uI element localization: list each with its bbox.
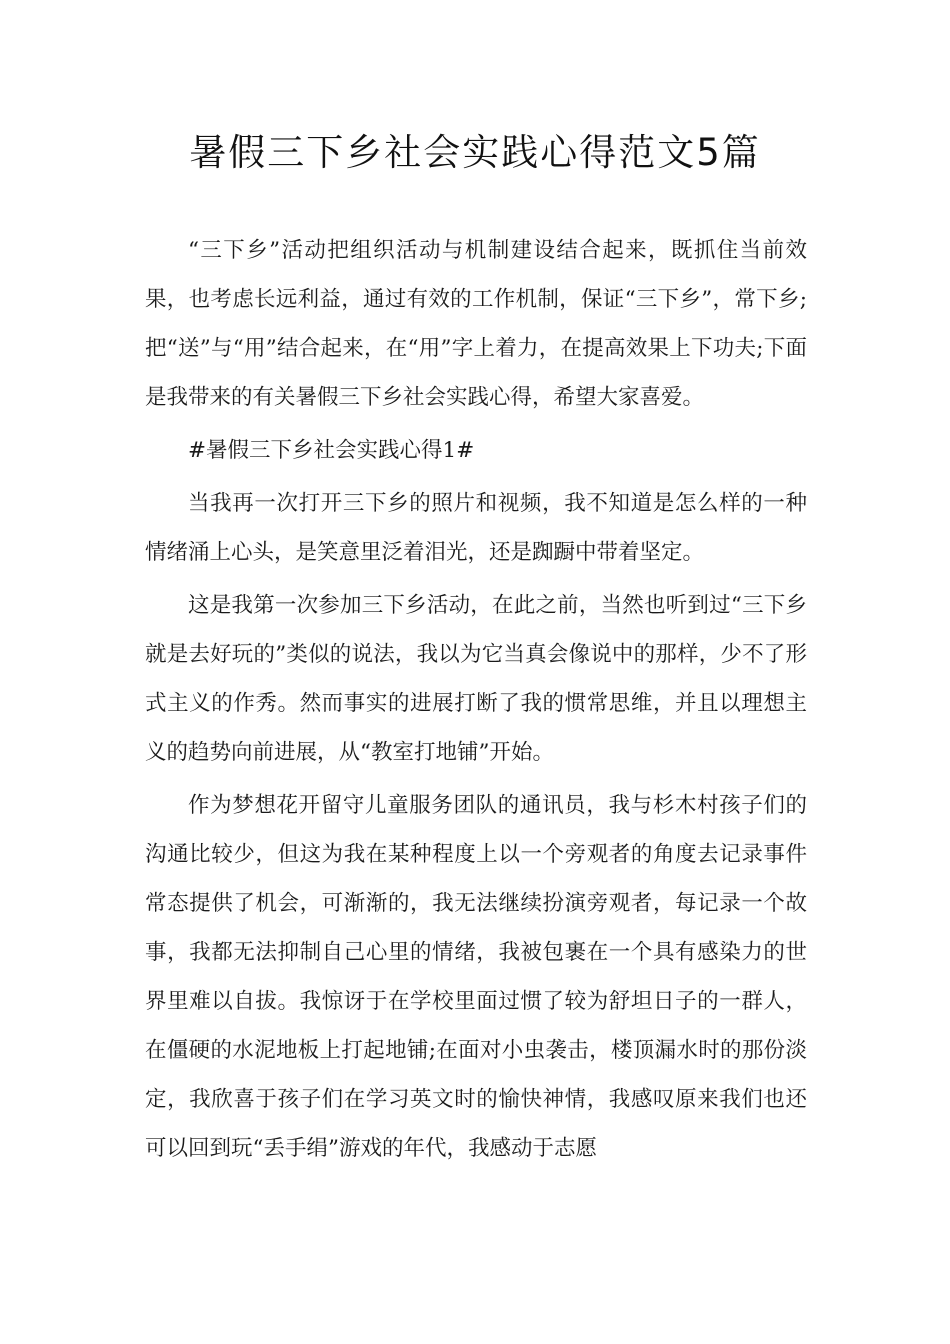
body-paragraph: 这是我第一次参加三下乡活动，在此之前，当然也听到过“三下乡就是去好玩的”类似的说法，我以为它当真会像说中的那样，少不了形式主义的作秀。然而事实的进展打断了我的惯常思维，并且以理想主义的趋势向前进展，从“教室打地铺”开始。 — [145, 593, 807, 765]
body-paragraph: 作为梦想花开留守儿童服务团队的通讯员，我与杉木村孩子们的沟通比较少，但这为我在某种程度上以一个旁观者的角度去记录事件常态提供了机会，可渐渐的，我无法继续扮演旁观者，每记录一个故事，我都无法抑制自己心里的情绪，我被包裹在一个具有感染力的世界里难以自拔。我惊讶于在学校里面过惯了较为舒坦日子的一群人，在僵硬的水泥地板上打起地铺;在面对小虫袭击，楼顶漏水时的那份淡定，我欣喜于孩子们在学习英文时的愉快神情，我感叹原来我们也还可以回到玩“丢手绢”游戏的年代，我感动于志愿 — [145, 793, 807, 1161]
body-paragraph: 当我再一次打开三下乡的照片和视频，我不知道是怎么样的一种情绪涌上心头，是笑意里泛着泪光，还是踟蹰中带着坚定。 — [145, 491, 807, 565]
intro-paragraph: “三下乡”活动把组织活动与机制建设结合起来，既抓住当前效果，也考虑长远利益，通过有效的工作机制，保证“三下乡”，常下乡;把“送”与“用”结合起来，在“用”字上着力，在提高效果上下功夫;下面是我带来的有关暑假三下乡社会实践心得，希望大家喜爱。 — [145, 238, 807, 410]
document-body — [145, 226, 807, 1177]
section-heading: #暑假三下乡社会实践心得1# — [188, 438, 475, 463]
document-title: 暑假三下乡社会实践心得范文5篇 — [189, 131, 761, 174]
